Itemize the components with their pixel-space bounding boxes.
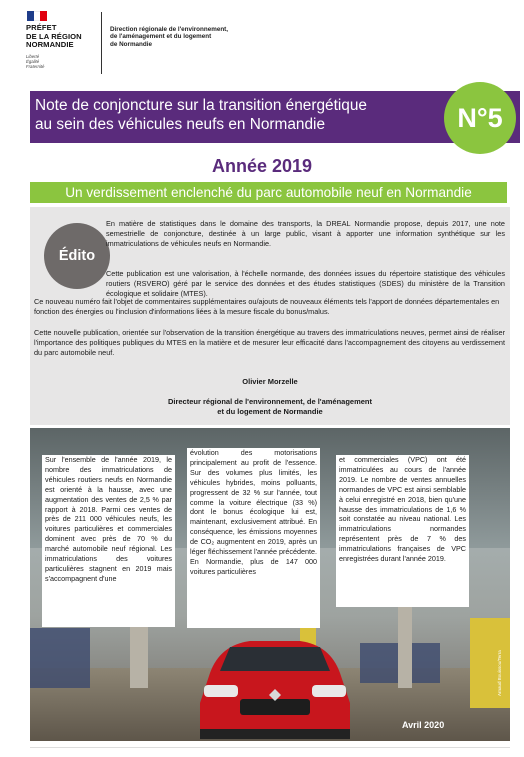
edito-paragraph: Cette nouvelle publication, orientée sur l'observation de la transition énergétique au travers des immatriculations neuves, permet ainsi de réaliser l'importance des politiques publiques du MTES en la matière et de mesurer leur efficacité dans l'accompagnement des citoyens au verdissement du parc automobile neuf. (34, 328, 505, 357)
publication-date: Avril 2020 (402, 720, 445, 730)
subtitle-band: Un verdissement enclenché du parc automobile neuf en Normandie (30, 182, 507, 203)
signatory-name: Olivier Morzelle (242, 377, 298, 386)
edito-badge: Édito (44, 223, 110, 289)
devise (26, 54, 44, 70)
text-column-3: et commerciales (VPC) ont été immatriculées au cours de l'année 2019. Le nombre de ventes annuelles normandes de VPC est ainsi semblable à celui enregistré en 2018, bien qu'une hausse des immatriculations de 1,6 % soit constatée au niveau national. Les immatriculations normandes représentent près de 7 % des immatriculations françaises de VPC enregistrées durant l'année 2019. (336, 455, 469, 607)
prefet-line: PRÉFET (26, 23, 57, 32)
devise-line: Fraternité (26, 64, 45, 70)
prefet-line: NORMANDIE (26, 40, 74, 50)
factory-photo (30, 428, 510, 741)
devise-line: Égalité (26, 59, 40, 65)
year-heading: Année 2019 (211, 156, 313, 176)
header (0, 0, 524, 84)
photo-pillar (398, 603, 412, 688)
title-line: Note de conjoncture sur la transition énergétique (35, 97, 367, 114)
dreal-line: Direction régionale de l'environnement, (110, 26, 229, 33)
edito-paragraph: Cette publication est une valorisation, à l'échelle normande, des données issues du répertoire statistique des véhicules routiers (RSVERO) géré par le service des données et des études statistiques (SDES) du ministère de la Transition écologique et solidaire (MTES). (106, 269, 505, 298)
footer-rule (30, 747, 510, 748)
photo-credit: Arnaud Bouissou/Terra (497, 650, 502, 696)
dreal-name (110, 26, 228, 48)
document-title (35, 96, 445, 134)
dreal-line: de Normandie (110, 40, 152, 48)
red-car-image (190, 633, 360, 741)
edito-section (30, 207, 510, 425)
prefet-block (26, 24, 82, 50)
signatory-title (30, 397, 510, 417)
text-column-2: évolution des motorisations principalement au profit de l'essence. Sur des volumes plus limités, les véhicules hybrides, moins polluants, progressent de 32 % sur l'année, tout comme la voiture électrique (33 %) dont le bonus écologique lui est, maintenant, exclusivement attribué. En conséquence, les émissions moyennes de CO₂ augmentent en 2019, après un léger fléchissement l'année précédente. En Normandie, plus de 147 000 voitures particulières (187, 448, 320, 628)
prefet-line: DE LA RÉGION (26, 31, 82, 41)
french-flag-logo (27, 11, 47, 21)
issue-number-badge: N°5 (444, 82, 516, 154)
photo-yellow-machine (470, 618, 510, 708)
devise-line: Liberté (26, 54, 40, 59)
signatory-title-line: et du logement de Normandie (217, 407, 323, 416)
edito-paragraph: Ce nouveau numéro fait l'objet de commentaires supplémentaires ou/ajouts de nouveaux éléments tels l'apport de données départementales en fonction des énergies ou l'inclusion d'informations liées à la mesure fiscale du bonus/malus. (34, 297, 500, 316)
header-divider (101, 12, 102, 74)
dreal-line: de l'aménagement et du logement (110, 33, 212, 41)
signatory-title-line: Directeur régional de l'environnement, de l'aménagement (167, 397, 373, 406)
title-line: au sein des véhicules neufs en Normandie (35, 116, 326, 133)
photo-rack (30, 628, 90, 688)
edito-paragraph: En matière de statistiques dans le domaine des transports, la DREAL Normandie propose, depuis 2017, une note semestrielle de conjoncture, destinée à un large public, visant à apporter une information synthétique sur les immatriculations de véhicules neufs en Normandie. (106, 219, 505, 248)
text-column-1: Sur l'ensemble de l'année 2019, le nombre des immatriculations de véhicules routiers neufs en Normandie est orienté à la hausse, avec une augmentation des ventes de 2,5 % par rapport à 2018. Parmi ces ventes de près de 211 000 véhicules neufs, les voitures particulières et commerciales dominent avec près de 70 % du marché automobile neuf régional. Les immatriculations des voitures particulières stagnent en 2019 mais s'accompagnent d'une (42, 455, 175, 627)
